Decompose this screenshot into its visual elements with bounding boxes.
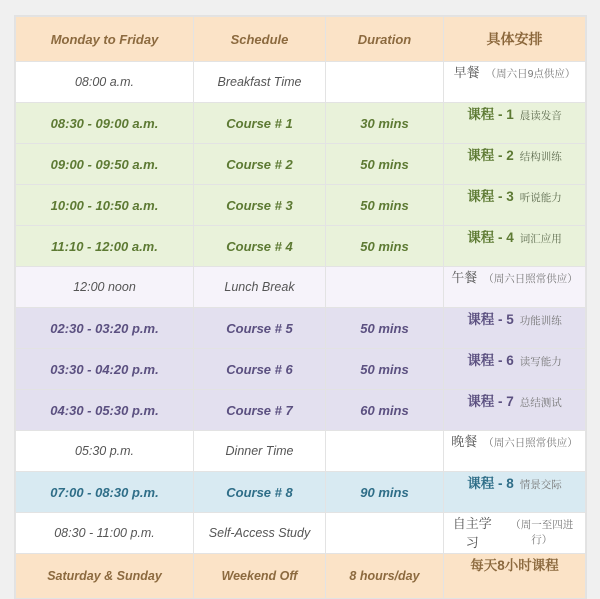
header-details-label: 具体安排 (486, 31, 543, 47)
row-time-cell: 10:00 - 10:50 a.m. (16, 185, 194, 226)
row-duration-cell: 50 mins (326, 185, 444, 226)
table-row (16, 185, 586, 226)
row-time-cell: 02:30 - 03:20 p.m. (16, 308, 194, 349)
table-row (16, 144, 586, 185)
row-schedule-cell: Self-Access Study (194, 513, 326, 554)
row-details-note: 总结测试 (519, 397, 562, 409)
row-details-cell (444, 267, 586, 308)
footer-details-main: 每天8小时课程 (470, 558, 559, 573)
table-header-row (16, 17, 586, 62)
header-cell-duration (326, 17, 444, 62)
row-details-cell (444, 513, 586, 554)
header-duration-label: Duration (357, 31, 412, 47)
row-details-main: 早餐 (453, 65, 480, 80)
row-schedule-cell: Course # 6 (194, 349, 326, 390)
row-schedule-cell: Breakfast Time (194, 62, 326, 103)
row-duration-cell: 60 mins (326, 390, 444, 431)
row-schedule-cell: Dinner Time (194, 431, 326, 472)
row-details-cell (444, 472, 586, 513)
row-schedule-cell: Course # 1 (194, 103, 326, 144)
row-details-note: （周一至四进行） (510, 519, 574, 546)
header-cell-schedule (194, 17, 326, 62)
row-duration-cell (326, 62, 444, 103)
row-details-note: 情景交际 (519, 479, 562, 491)
row-details-main: 晚餐 (451, 434, 478, 449)
row-details-cell (444, 103, 586, 144)
table-row (16, 226, 586, 267)
row-details-main: 课程 - 5 (467, 312, 514, 327)
row-details-cell (444, 431, 586, 472)
row-schedule-cell: Course # 8 (194, 472, 326, 513)
table-row (16, 431, 586, 472)
row-details-note: （周六日照常供应） (483, 273, 578, 285)
row-details-note: 结构训练 (519, 151, 562, 163)
row-time-cell: 08:00 a.m. (16, 62, 194, 103)
row-duration-cell: 50 mins (326, 144, 444, 185)
row-details-main: 课程 - 6 (467, 353, 514, 368)
row-details-cell (444, 185, 586, 226)
row-schedule-cell: Course # 2 (194, 144, 326, 185)
header-days-label: Monday to Friday (50, 31, 159, 47)
table-row (16, 349, 586, 390)
row-duration-cell (326, 431, 444, 472)
row-details-note: 读写能力 (519, 356, 562, 368)
row-time-cell: 07:00 - 08:30 p.m. (16, 472, 194, 513)
row-details-cell (444, 349, 586, 390)
row-duration-cell: 30 mins (326, 103, 444, 144)
row-details-main: 午餐 (451, 270, 478, 285)
row-details-cell (444, 144, 586, 185)
row-time-cell: 03:30 - 04:20 p.m. (16, 349, 194, 390)
row-schedule-cell: Course # 4 (194, 226, 326, 267)
row-time-cell: 09:00 - 09:50 a.m. (16, 144, 194, 185)
footer-days-cell: Saturday & Sunday (16, 554, 194, 599)
row-details-note: 功能训练 (519, 315, 562, 327)
row-time-cell: 12:00 noon (16, 267, 194, 308)
table-row (16, 62, 586, 103)
table-row (16, 390, 586, 431)
row-details-note: （周六日照常供应） (483, 437, 578, 449)
row-details-note: 听说能力 (519, 192, 562, 204)
row-details-cell (444, 308, 586, 349)
row-details-main: 课程 - 2 (467, 148, 514, 163)
row-details-cell (444, 226, 586, 267)
row-duration-cell: 50 mins (326, 349, 444, 390)
footer-details-cell (444, 554, 586, 599)
row-details-note: 词汇应用 (519, 233, 562, 245)
row-time-cell: 08:30 - 11:00 p.m. (16, 513, 194, 554)
row-details-note: 晨读发音 (519, 110, 562, 122)
row-time-cell: 04:30 - 05:30 p.m. (16, 390, 194, 431)
table-row (16, 308, 586, 349)
row-duration-cell: 90 mins (326, 472, 444, 513)
row-details-main: 课程 - 8 (467, 476, 514, 491)
header-schedule-label: Schedule (230, 31, 289, 47)
row-time-cell: 11:10 - 12:00 a.m. (16, 226, 194, 267)
row-details-cell (444, 62, 586, 103)
row-details-main: 课程 - 7 (467, 394, 514, 409)
row-duration-cell: 50 mins (326, 308, 444, 349)
weekly-schedule-table (15, 16, 586, 599)
row-details-main: 课程 - 3 (467, 189, 514, 204)
table-footer-row (16, 554, 586, 599)
row-duration-cell: 50 mins (326, 226, 444, 267)
header-cell-days (16, 17, 194, 62)
table-row (16, 103, 586, 144)
row-details-main: 课程 - 4 (467, 230, 514, 245)
table-row (16, 472, 586, 513)
schedule-table-body (16, 17, 586, 599)
footer-duration-cell: 8 hours/day (326, 554, 444, 599)
header-cell-details (444, 17, 586, 62)
row-schedule-cell: Course # 3 (194, 185, 326, 226)
row-time-cell: 05:30 p.m. (16, 431, 194, 472)
row-schedule-cell: Lunch Break (194, 267, 326, 308)
row-details-cell (444, 390, 586, 431)
footer-schedule-cell: Weekend Off (194, 554, 326, 599)
row-details-main: 课程 - 1 (467, 107, 514, 122)
row-schedule-cell: Course # 5 (194, 308, 326, 349)
row-duration-cell (326, 267, 444, 308)
row-duration-cell (326, 513, 444, 554)
row-details-main: 自主学习 (452, 516, 492, 550)
table-row (16, 267, 586, 308)
table-row (16, 513, 586, 554)
row-time-cell: 08:30 - 09:00 a.m. (16, 103, 194, 144)
row-schedule-cell: Course # 7 (194, 390, 326, 431)
row-details-note: （周六日9点供应） (485, 68, 576, 80)
